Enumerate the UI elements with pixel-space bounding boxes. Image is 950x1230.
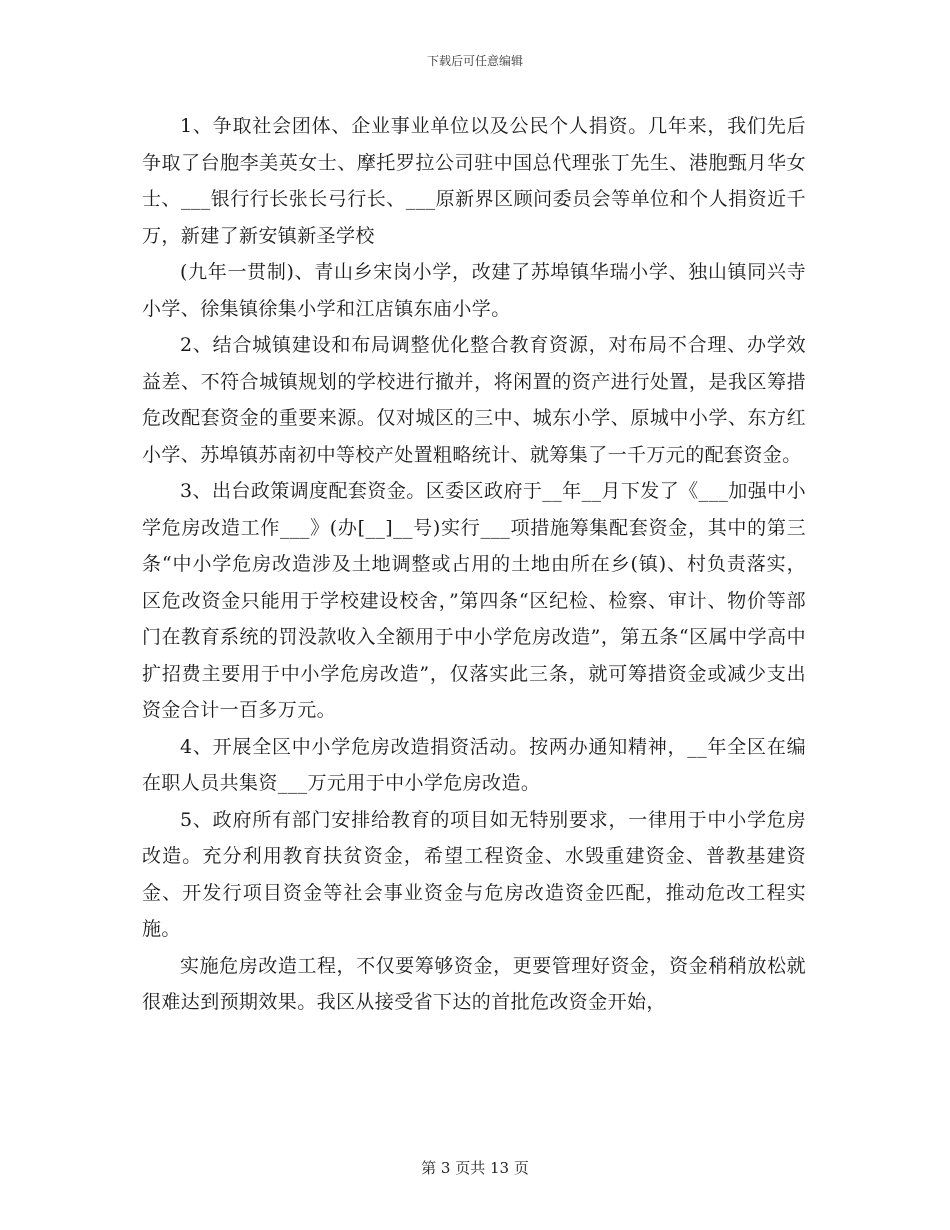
paragraph-1: 1、争取社会团体、企业事业单位以及公民个人捐资。几年来，我们先后争取了台胞李美英女士、摩托罗拉公司驻中国总代理张丁先生、港胞甄月华女士、___银行行长张长弓行长、___原新界区顾问委员会等单位和个人捐资近千万，新建了新安镇新圣学校 [142,115,806,247]
paragraph-2: (九年一贯制)、青山乡宋岗小学，改建了苏埠镇华瑞小学、独山镇同兴寺小学、徐集镇徐集小学和江店镇东庙小学。 [142,261,806,320]
paragraph-6: 5、政府所有部门安排给教育的项目如无特别要求，一律用于中小学危房改造。充分利用教育扶贫资金，希望工程资金、水毁重建资金、普教基建资金、开发行项目资金等社会事业资金与危房改造资金匹配，推动危改工程实施。 [142,808,806,940]
page-footer: 第 3 页共 13 页 [421,1159,529,1177]
paragraph-7: 实施危房改造工程，不仅要筹够资金，更要管理好资金，资金稍稍放松就很难达到预期效果。我区从接受省下达的首批危改资金开始， [142,954,806,1013]
paragraph-3: 2、结合城镇建设和布局调整优化整合教育资源，对布局不合理、办学效益差、不符合城镇规划的学校进行撤并，将闲置的资产进行处置，是我区筹措危改配套资金的重要来源。仅对城区的三中、城东小学、原城中小学、东方红小学、苏埠镇苏南初中等校产处置粗略统计、就筹集了一千万元的配套资金。 [142,334,806,466]
paragraph-4: 3、出台政策调度配套资金。区委区政府于__年__月下发了《___加强中小学危房改造工作___》(办[__]__号)实行___项措施筹集配套资金，其中的第三条“中小学危房改造涉及土地调整或占用的土地由所在乡(镇)、村负责落实，区危改资金只能用于学校建设校舍，”第四条“区纪检、检察、审计、物价等部门在教育系统的罚没款收入全额用于中小学危房改造”，第五条“区属中学高中扩招费主要用于中小学危房改造”，仅落实此三条，就可筹措资金或减少支出资金合计一百多万元。 [142,480,806,721]
paragraph-5: 4、开展全区中小学危房改造捐资活动。按两办通知精神，__年全区在编在职人员共集资___万元用于中小学危房改造。 [142,735,806,794]
page-header: 下载后可任意编辑 [426,54,523,68]
document-body [142,108,806,1021]
